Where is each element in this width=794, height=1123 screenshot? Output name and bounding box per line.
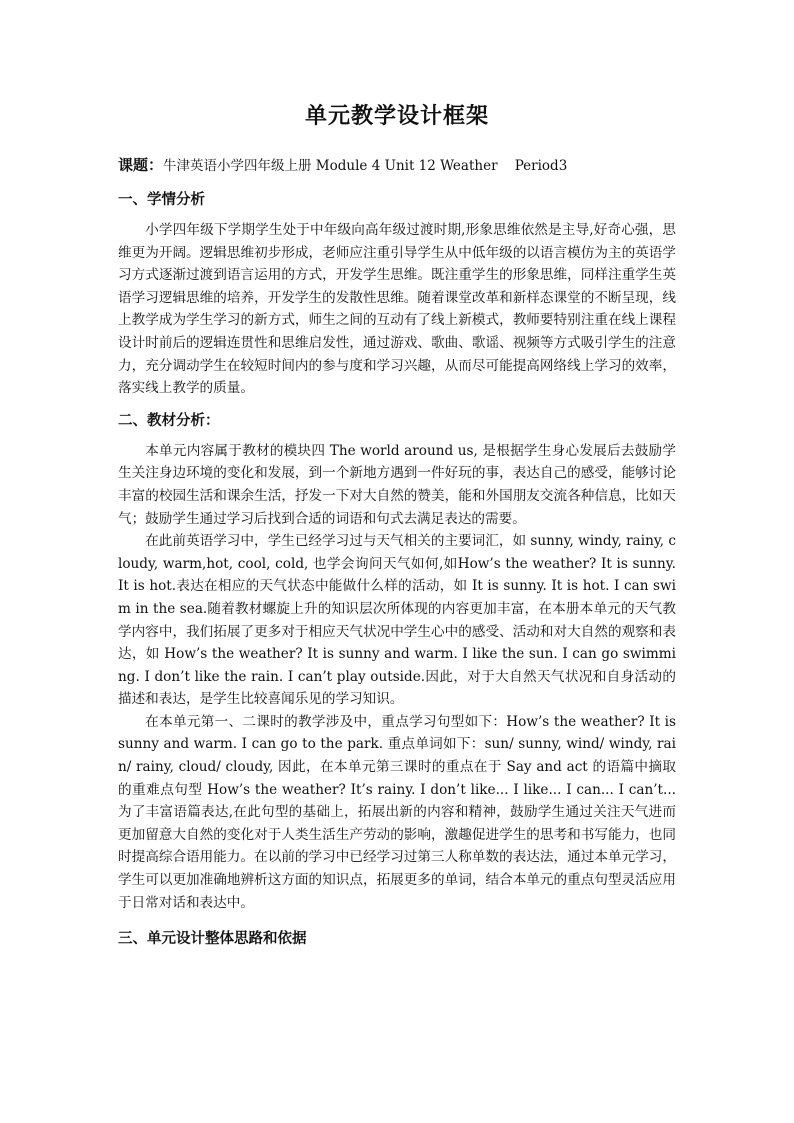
section-unit-design [118,928,676,950]
course-label: 课题： [118,156,164,174]
section-learner-analysis [118,189,676,400]
section-heading: 二、教材分析： [118,412,220,429]
course-value: 牛津英语小学四年级上册 Module 4 Unit 12 Weather Period3 [163,158,568,174]
paragraph: 在此前英语学习中，学生已经学习过与天气相关的主要词汇，如 sunny, windy, rainy, cloudy, warm,hot, cool, cold, 也学会询问天气如何,如How’s the weather? It is sunny. It is hot.表达在相应的天气状态中能做什么样的活动，如 It is sunny. It is hot. I can swim in the sea.随着教材螺旋上升的知识层次所体现的内容更加丰富，在本册本单元的天气教学内容中，我们拓展了更多对于相应天气状况中学生心中的感受、活动和对大自然的观察和表达，如 How’s the weather? It is sunny and warm. I like the sun. I can go swimming. I don’t like the rain. I can’t play outside.因此，对于大自然天气状况和自身活动的描述和表达，是学生比较喜闻乐见的学习知识。 [118,533,676,708]
section-heading: 一、学情分析 [118,192,205,208]
section-textbook-analysis [118,410,676,914]
document-page [118,100,676,958]
paragraph: 小学四年级下学期学生处于中年级向高年级过渡时期,形象思维依然是主导,好奇心强，思维更为开阔。逻辑思维初步形成，老师应注重引导学生从中低年级的以语言模仿为主的英语学习方式逐渐过渡到语言运用的方式，开发学生思维。既注重学生的形象思维，同样注重学生英语学习逻辑思维的培养，开发学生的发散性思维。随着课堂改革和新样态课堂的不断呈现，线上教学成为学生学习的新方式，师生之间的互动有了线上新模式，教师要特别注重在线上课程设计时前后的逻辑连贯性和思维启发性，通过游戏、歌曲、歌谣、视频等方式吸引学生的注意力，充分调动学生在较短时间内的参与度和学习兴趣，从而尽可能提高网络线上学习的效率，落实线上教学的质量。 [118,222,676,397]
page-title: 单元教学设计框架 [304,104,489,129]
paragraph: 本单元内容属于教材的模块四 The world around us, 是根据学生身心发展后去鼓励学生关注身边环境的变化和发展，到一个新地方遇到一件好玩的事，表达自己的感受，能够讨论丰富的校园生活和课余生活，抒发一下对大自然的赞美，能和外国朋友交流各种信息，比如天气；鼓励学生通过学习后找到合适的词语和句式去满足表达的需要。 [118,442,676,527]
paragraph: 在本单元第一、二课时的教学涉及中，重点学习句型如下：How’s the weather? It is sunny and warm. I can go to the park. 重点单词如下：sun/ sunny, wind/ windy, rain/ rainy, cloud/ cloudy, 因此，在本单元第三课时的重点在于 Say and act 的语篇中摘取的重难点句型 How’s the weather? It’s rainy. I don’t like... I like... I can... I can’t...为了丰富语篇表达,在此句型的基础上，拓展出新的内容和精神，鼓励学生通过关注天气进而更加留意大自然的变化对于人类生活生产劳动的影响，激趣促进学生的思考和书写能力，也同时提高综合语用能力。在以前的学习中已经学习过第三人称单数的表达法，通过本单元学习，学生可以更加准确地辨析这方面的知识点，拓展更多的单词，结合本单元的重点句型灵活应用于日常对话和表达中。 [118,713,676,911]
course-line [118,154,676,177]
section-heading: 三、单元设计整体思路和依据 [118,931,307,948]
